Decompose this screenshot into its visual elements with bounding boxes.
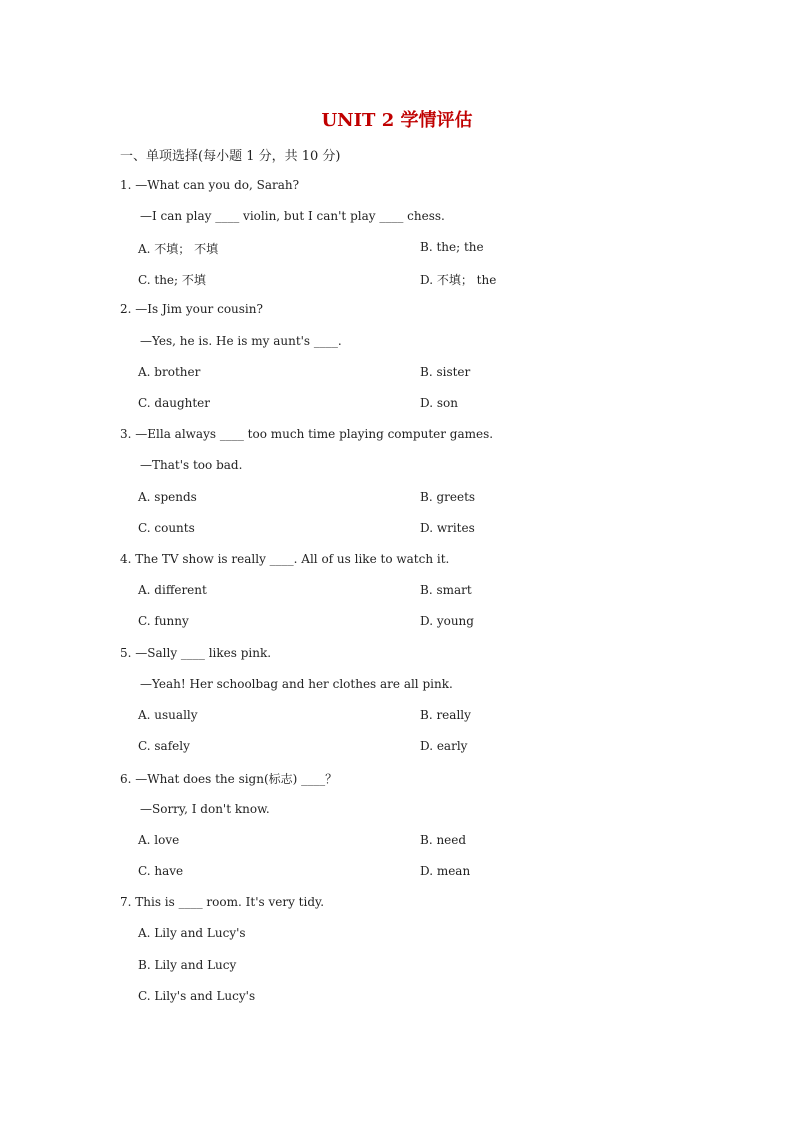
question-7-option-b: B. Lily and Lucy [138,958,237,972]
question-4-option-a: A. different [138,583,207,597]
question-5-option-d: D. early [420,739,468,753]
question-2-option-b: B. sister [420,365,471,379]
question-4-option-b: B. smart [420,583,472,597]
question-4-option-d: D. young [420,614,474,628]
question-6-stem-reply: —Sorry, I don't know. [140,802,270,816]
question-6-option-d: D. mean [420,864,471,878]
question-2-option-c: C. daughter [138,396,211,410]
question-1-option-c: C. the; 不填 [138,273,206,287]
question-3-stem-reply: —That's too bad. [140,458,243,472]
question-6-option-b: B. need [420,833,467,847]
question-2-stem: 2. —Is Jim your cousin? [120,302,263,316]
question-1-option-a: A. 不填； 不填 [138,242,219,256]
section-heading: 一、单项选择(每小题 1 分，共 10 分) [120,149,341,164]
question-7-stem: 7. This is ____ room. It's very tidy. [120,895,325,909]
question-3-option-a: A. spends [138,490,197,504]
question-1-stem-reply: —I can play ____ violin, but I can't play ____ chess. [140,209,445,223]
question-6-stem: 6. —What does the sign(标志) ____？ [120,772,338,786]
question-1-stem: 1. —What can you do, Sarah? [120,178,300,192]
question-2-stem-reply: —Yes, he is. He is my aunt's ____. [140,334,342,348]
question-5-stem: 5. —Sally ____ likes pink. [120,646,272,660]
question-2-option-d: D. son [420,396,458,410]
question-5-option-a: A. usually [138,708,198,722]
question-1-option-b: B. the; the [420,240,484,254]
question-5-option-c: C. safely [138,739,190,753]
question-4-option-c: C. funny [138,614,189,628]
page-title: UNIT 2 学情评估 [321,110,473,131]
question-6-option-a: A. love [138,833,180,847]
question-3-option-b: B. greets [420,490,476,504]
question-1-option-d: D. 不填； the [420,273,497,287]
question-4-stem: 4. The TV show is really ____. All of us like to watch it. [120,552,450,566]
question-3-stem: 3. —Ella always ____ too much time playing computer games. [120,427,494,441]
question-5-option-b: B. really [420,708,471,722]
question-7-option-c: C. Lily's and Lucy's [138,989,256,1003]
question-7-option-a: A. Lily and Lucy's [138,926,246,940]
question-2-option-a: A. brother [138,365,201,379]
question-5-stem-reply: —Yeah! Her schoolbag and her clothes are all pink. [140,677,453,691]
question-3-option-c: C. counts [138,521,195,535]
question-3-option-d: D. writes [420,521,475,535]
question-6-option-c: C. have [138,864,184,878]
